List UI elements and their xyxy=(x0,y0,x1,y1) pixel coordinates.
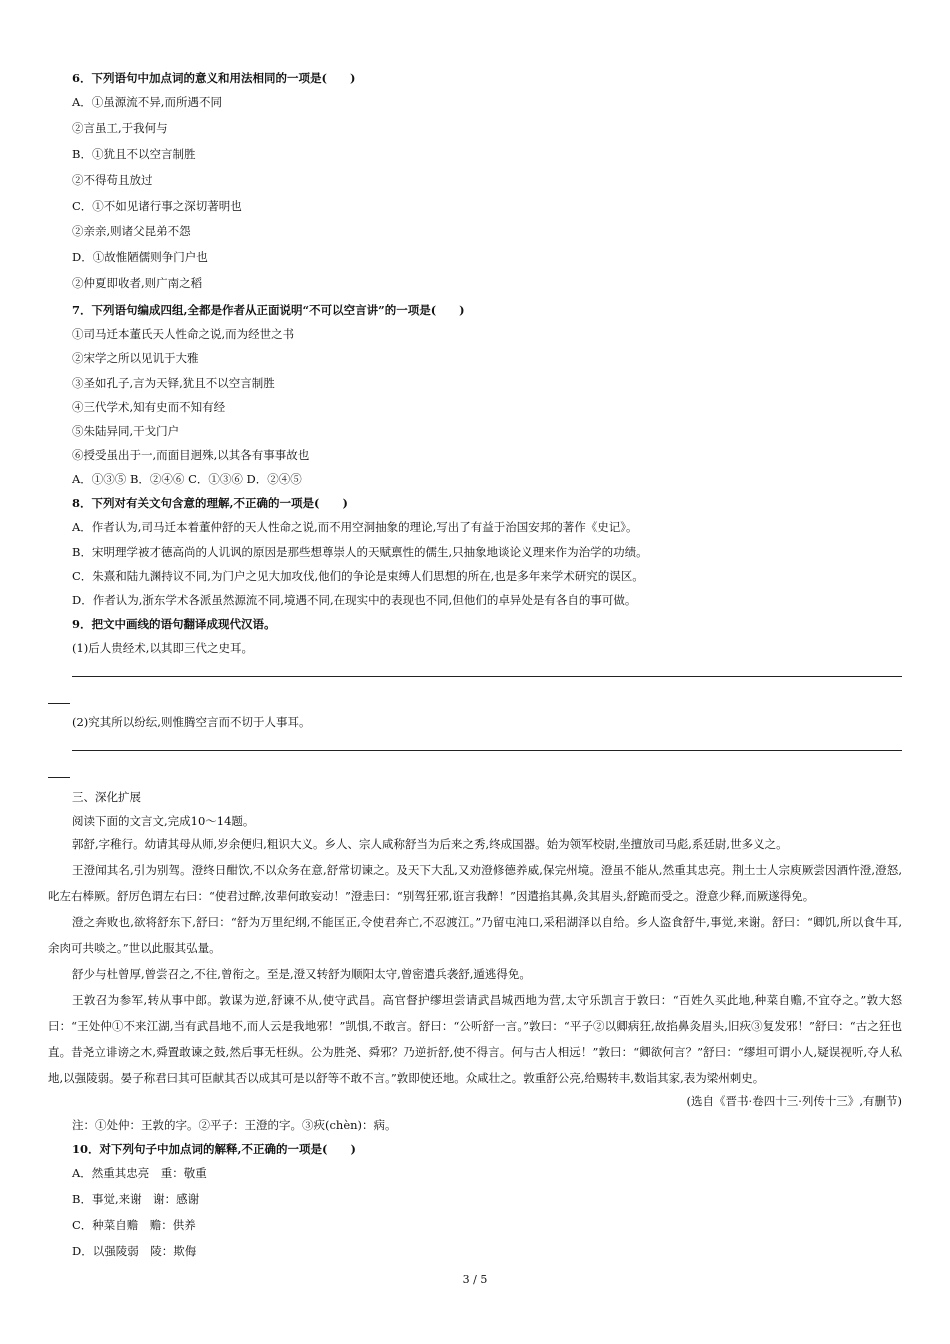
q10-stem: 10．对下列句子中加点词的解释,不正确的一项是( ) xyxy=(72,1142,356,1156)
q10-option-b: B．事觉,来谢 谢：感谢 xyxy=(72,1192,200,1206)
q6-option-a2: ②言虽工,于我何与 xyxy=(72,121,168,135)
source-citation: (选自《晋书·卷四十三·列传十三》,有删节) xyxy=(686,1094,902,1108)
q7-item-5: ⑤朱陆异同,干戈门户 xyxy=(72,424,180,438)
answer-line[interactable] xyxy=(72,676,902,677)
q9-sentence-2: (2)究其所以纷纭,则惟腾空言而不切于人事耳。 xyxy=(72,715,311,729)
q6-option-d1: D．①故惟陋儒则争门户也 xyxy=(72,250,208,264)
section-heading: 三、深化扩展 xyxy=(72,790,141,804)
annotation-note: 注：①处仲：王敦的字。②平子：王澄的字。③疢(chèn)：病。 xyxy=(72,1118,397,1132)
q7-item-4: ④三代学术,知有史而不知有经 xyxy=(72,400,226,414)
q6-option-c1: C．①不如见诸行事之深切著明也 xyxy=(72,199,242,213)
passage-paragraph-1: 郭舒,字稚行。幼请其母从师,岁余便归,粗识大义。乡人、宗人咸称舒当为后来之秀,终成国器。始为领军校尉,坐擅放司马彪,系廷尉,世多义之。 xyxy=(72,837,788,851)
passage-paragraph-3: 澄之奔败也,欲将舒东下,舒曰：“舒为万里纪纲,不能匡正,令使君奔亡,不忍渡江。”乃留屯沌口,采稆湖泽以自给。乡人盗食舒牛,事觉,来谢。舒曰：“卿饥,所以食牛耳,余肉可共啖之。”世以此服其弘量。 xyxy=(48,915,902,955)
answer-line-end xyxy=(48,703,70,704)
q9-sentence-1: (1)后人贵经术,以其即三代之史耳。 xyxy=(72,641,253,655)
q6-option-b2: ②不得苟且放过 xyxy=(72,173,153,187)
q6-option-a1: A．①虽源流不异,而所遇不同 xyxy=(72,95,222,109)
passage-paragraph-2: 王澄闻其名,引为别驾。澄终日酣饮,不以众务在意,舒常切谏之。及天下大乱,又劝澄修德养威,保完州境。澄虽不能从,然重其忠亮。荆土士人宗庾厥尝因酒忤澄,澄怒,叱左右棒厥。舒厉色谓左右曰：“使君过醉,汝辈何敢妄动！”澄恚曰：“别驾狂邪,诳言我醉！”因遣掐其鼻,灸其眉头,舒跪而受之。澄意少释,而厥遂得免。 xyxy=(48,863,902,903)
q7-choices: A．①③⑤ B．②④⑥ C．①③⑥ D．②④⑤ xyxy=(72,472,302,486)
q6-option-c2: ②亲亲,则诸父昆弟不怨 xyxy=(72,224,191,238)
q8-option-b: B．宋明理学被才德高尚的人讥讽的原因是那些想尊崇人的天赋禀性的儒生,只抽象地谈论义理来作为治学的功绩。 xyxy=(72,545,648,559)
q8-option-c: C．朱熹和陆九渊持议不同,为门户之见大加攻伐,他们的争论是束缚人们思想的所在,也是多年来学术研究的误区。 xyxy=(72,569,644,583)
q9-stem: 9．把文中画线的语句翻译成现代汉语。 xyxy=(72,617,276,631)
answer-line-end xyxy=(48,777,70,778)
passage-paragraph-5: 王敦召为参军,转从事中郎。敦谋为逆,舒谏不从,使守武昌。高官督护缪坦尝请武昌城西地为营,太守乐凯言于敦曰：“百姓久买此地,种菜自赡,不宜夺之。”敦大怒曰：“王处仲①不来江湖,当有武昌地不,而人云是我地邪！”凯惧,不敢言。舒曰：“公听舒一言。”敦曰：“平子②以卿病狂,故掐鼻灸眉头,旧疢③复发邪！”舒曰：“古之狂也直。昔尧立诽谤之木,舜置敢谏之鼓,然后事无枉纵。公为胜尧、舜邪？乃逆折舒,使不得言。何与古人相远！”敦曰：“卿欲何言？”舒曰：“缪坦可谓小人,疑误视听,夺人私地,以强陵弱。晏子称君曰其可臣献其否以成其可是以舒等不敢不言。”敦即使还地。众咸壮之。敦重舒公亮,给赐转丰,数诣其家,表为梁州刺史。 xyxy=(48,993,902,1085)
q8-option-a: A．作者认为,司马迁本着董仲舒的天人性命之说,而不用空洞抽象的理论,写出了有益于治国安邦的著作《史记》。 xyxy=(72,520,638,534)
q6-stem: 6．下列语句中加点词的意义和用法相同的一项是( ) xyxy=(72,71,356,85)
q7-item-3: ③圣如孔子,言为天铎,犹且不以空言制胜 xyxy=(72,376,275,390)
q10-option-c: C．种菜自赡 赡：供养 xyxy=(72,1218,196,1232)
answer-line[interactable] xyxy=(72,750,902,751)
q10-option-a: A．然重其忠亮 重：敬重 xyxy=(72,1166,207,1180)
q8-option-d: D．作者认为,浙东学术各派虽然源流不同,境遇不同,在现实中的表现也不同,但他们的卓异处是有各自的事可做。 xyxy=(72,593,637,607)
q6-option-d2: ②仲夏即收者,则广南之稻 xyxy=(72,276,203,290)
q7-item-2: ②宋学之所以见讥于大雅 xyxy=(72,351,199,365)
q6-option-b1: B．①犹且不以空言制胜 xyxy=(72,147,196,161)
page-number: 3 / 5 xyxy=(462,1273,488,1286)
q7-item-1: ①司马迁本董氏天人性命之说,而为经世之书 xyxy=(72,327,295,341)
passage-paragraph-4: 舒少与杜曾厚,曾尝召之,不往,曾衔之。至是,澄又转舒为顺阳太守,曾密遣兵袭舒,遁逃得免。 xyxy=(72,967,531,981)
q7-stem: 7．下列语句编成四组,全都是作者从正面说明“不可以空言讲”的一项是( ) xyxy=(72,303,465,317)
reading-instruction: 阅读下面的文言文,完成10～14题。 xyxy=(72,814,255,828)
q10-option-d: D．以强陵弱 陵：欺侮 xyxy=(72,1244,197,1258)
q7-item-6: ⑥授受虽出于一,而面目迥殊,以其各有事事故也 xyxy=(72,448,310,462)
q8-stem: 8．下列对有关文句含意的理解,不正确的一项是( ) xyxy=(72,496,348,510)
